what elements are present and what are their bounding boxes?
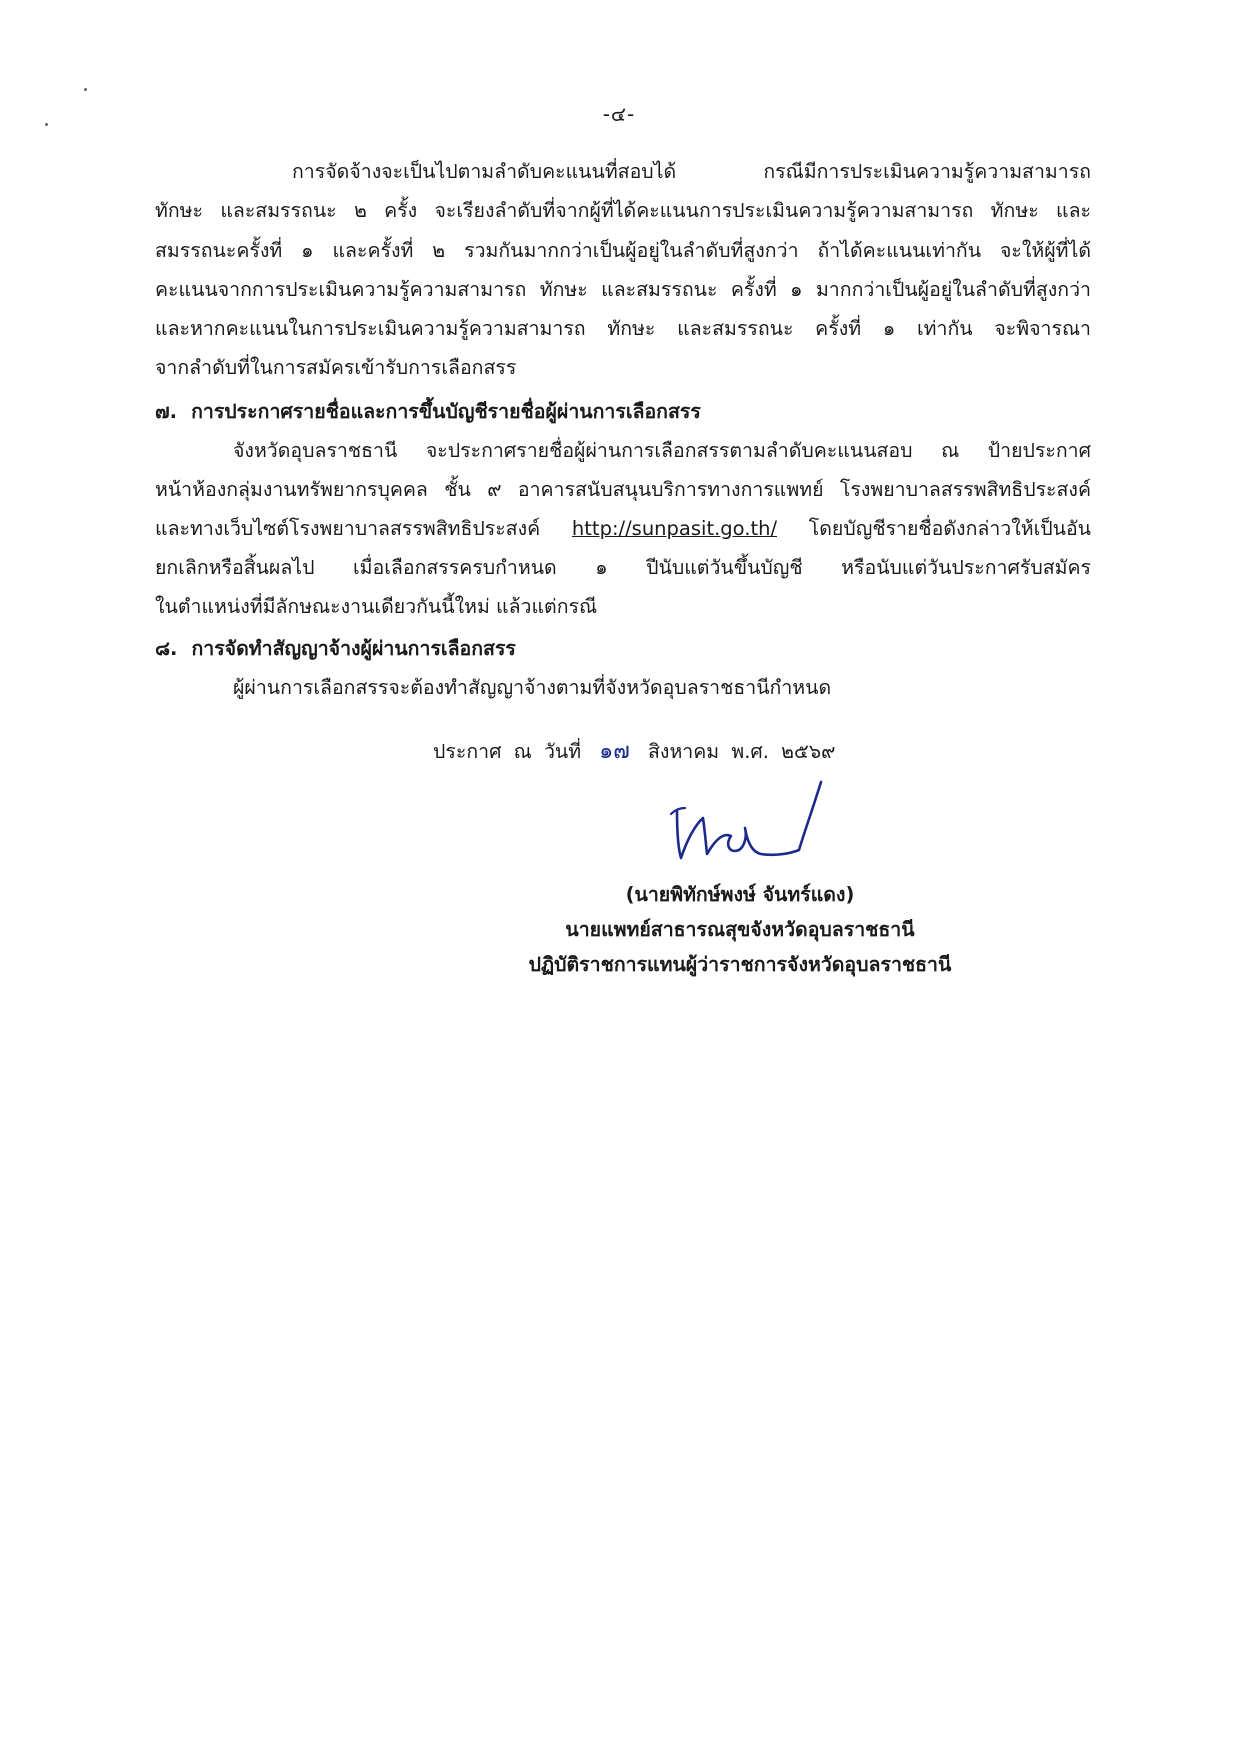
- website-text-before: และทางเว็บไซต์โรงพยาบาลสรรพสิทธิประสงค์: [155, 517, 541, 540]
- paragraph-line: และหากคะแนนในการประเมินความรู้ความสามารถ ทักษะ และสมรรถนะ ครั้งที่ ๑ เท่ากัน จะพิจารณา: [155, 317, 1091, 340]
- paragraph-line: การจัดจ้างจะเป็นไปตามลำดับคะแนนที่สอบได้ กรณีมีการประเมินความรู้ความสามารถ: [292, 160, 1091, 183]
- section-8-heading: [155, 634, 516, 664]
- section-title: การจัดทำสัญญาจ้างผู้ผ่านการเลือกสรร: [191, 637, 516, 660]
- announcement-month-year: สิงหาคม พ.ศ. ๒๕๖๙: [648, 740, 836, 763]
- paragraph-line: ยกเลิกหรือสิ้นผลไป เมื่อเลือกสรรครบกำหนด ๑ ปีนับแต่วันขึ้นบัญชี หรือนับแต่วันประกาศรับสมัคร: [155, 556, 1091, 579]
- paragraph-line: จากลำดับที่ในการสมัครเข้ารับการเลือกสรร: [155, 356, 517, 379]
- paragraph-line: หน้าห้องกลุ่มงานทรัพยากรบุคคล ชั้น ๙ อาคารสนับสนุนบริการทางการแพทย์ โรงพยาบาลสรรพสิทธิประสงค์: [155, 478, 1091, 501]
- paragraph-line: ผู้ผ่านการเลือกสรรจะต้องทำสัญญาจ้างตามที่จังหวัดอุบลราชธานีกำหนด: [233, 676, 832, 699]
- paragraph-line: ทักษะ และสมรรถนะ ๒ ครั้ง จะเรียงลำดับที่จากผู้ที่ได้คะแนนการประเมินความรู้ความสามารถ ทักษะ และ: [155, 199, 1091, 222]
- paragraph-line: สมรรถนะครั้งที่ ๑ และครั้งที่ ๒ รวมกันมากกว่าเป็นผู้อยู่ในลำดับที่สูงกว่า ถ้าได้คะแนนเท่ากัน จะให้ผู้ที่ได้: [155, 239, 1091, 262]
- paragraph-line: คะแนนจากการประเมินความรู้ความสามารถ ทักษะ และสมรรถนะ ครั้งที่ ๑ มากกว่าเป็นผู้อยู่ในลำดับที่สูงกว่า: [155, 278, 1091, 301]
- section-title: การประกาศรายชื่อและการขึ้นบัญชีรายชื่อผู้ผ่านการเลือกสรร: [191, 400, 701, 423]
- paragraph-line: ในตำแหน่งที่มีลักษณะงานเดียวกันนี้ใหม่ แล้วแต่กรณี: [155, 595, 598, 618]
- website-link[interactable]: http://sunpasit.go.th/: [571, 517, 778, 540]
- handwritten-signature: [665, 770, 825, 870]
- announcement-day: ๑๗: [599, 739, 630, 764]
- paragraph-line: จังหวัดอุบลราชธานี จะประกาศรายชื่อผู้ผ่านการเลือกสรรตามลำดับคะแนนสอบ ณ ป้ายประกาศ: [233, 439, 1091, 462]
- paragraph-line-website: [155, 514, 1091, 544]
- signatory-position: นายแพทย์สาธารณสุขจังหวัดอุบลราชธานี: [565, 918, 915, 941]
- scan-speck: [84, 88, 87, 91]
- signatory-position: ปฏิบัติราชการแทนผู้ว่าราชการจังหวัดอุบลราชธานี: [528, 953, 952, 976]
- section-7-heading: [155, 397, 701, 427]
- announcement-date: [433, 737, 835, 767]
- section-number: ๗.: [155, 400, 178, 423]
- page-number: -๔-: [602, 102, 636, 126]
- website-text-after: โดยบัญชีรายชื่อดังกล่าวให้เป็นอัน: [808, 517, 1092, 540]
- section-number: ๘.: [155, 637, 178, 660]
- signatory-name: (นายพิทักษ์พงษ์ จันทร์แดง): [625, 883, 855, 906]
- announcement-prefix: ประกาศ ณ วันที่: [433, 740, 582, 763]
